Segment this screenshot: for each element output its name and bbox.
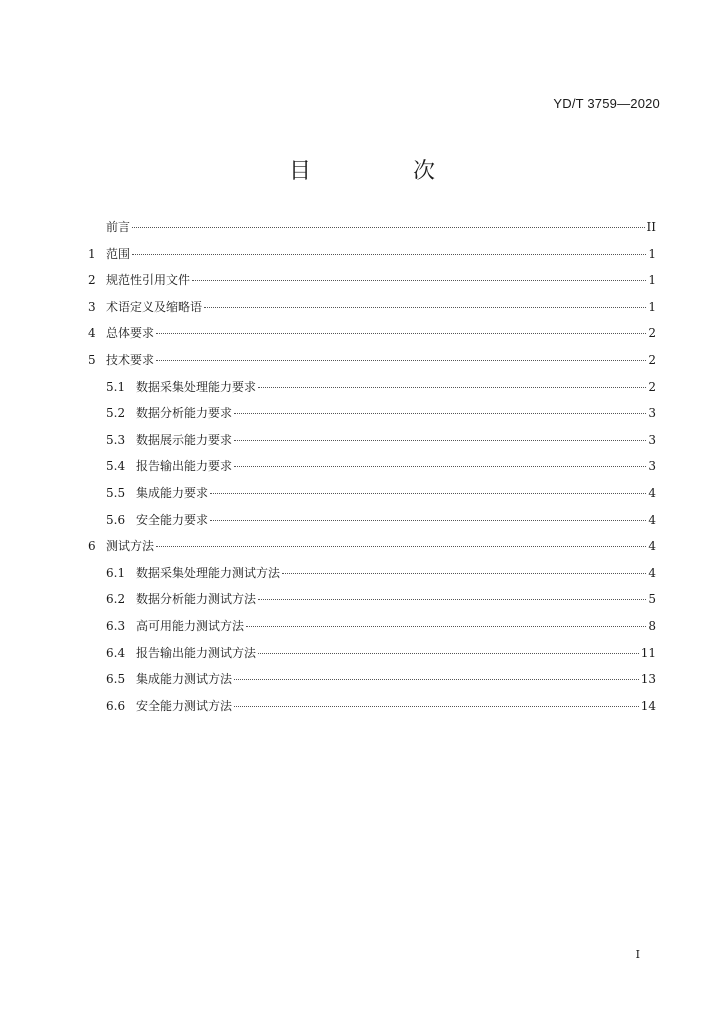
toc-entry-page: 2 [648, 352, 656, 367]
toc-entry-page: 2 [648, 379, 656, 394]
toc-entry-page: 8 [648, 618, 656, 633]
toc-entry-label: 术语定义及缩略语 [106, 299, 203, 314]
toc-entry-page: 14 [640, 698, 656, 713]
toc-entry-label: 报告输出能力测试方法 [136, 645, 257, 660]
toc-entry[interactable] [88, 218, 656, 245]
toc-entry[interactable] [88, 697, 656, 724]
toc-entry-label: 测试方法 [106, 539, 155, 554]
toc-dot-leader [210, 493, 646, 494]
toc-dot-leader [132, 227, 645, 228]
toc-entry-label: 数据展示能力要求 [136, 432, 233, 447]
toc-entry-label: 规范性引用文件 [106, 273, 191, 288]
toc-dot-leader [234, 706, 639, 707]
toc-dot-leader [156, 360, 646, 361]
toc-entry-number: 3 [88, 299, 96, 314]
toc-entry-label: 数据分析能力测试方法 [136, 592, 257, 607]
toc-entry-number: 6.3 [106, 618, 126, 633]
toc-entry-number: 6 [88, 539, 96, 554]
toc-entry-page: 4 [648, 485, 656, 500]
toc-entry-page: 2 [648, 326, 656, 341]
page-number: I [635, 948, 640, 961]
toc-entry-page: 1 [648, 246, 656, 261]
toc-entry-page: 13 [640, 672, 656, 687]
toc-entry-number: 6.6 [106, 698, 126, 713]
toc-dot-leader [156, 546, 646, 547]
toc-entry[interactable] [88, 617, 656, 644]
toc-entry[interactable] [88, 644, 656, 671]
toc-entry[interactable] [88, 245, 656, 272]
toc-entry[interactable] [88, 324, 656, 351]
toc-entry-label: 高可用能力测试方法 [136, 618, 245, 633]
toc-entry-page: 1 [648, 273, 656, 288]
toc-entry[interactable] [88, 590, 656, 617]
toc-dot-leader [234, 679, 639, 680]
toc-dot-leader [204, 307, 646, 308]
toc-entry-label: 集成能力要求 [136, 485, 209, 500]
toc-entry[interactable] [88, 537, 656, 564]
toc-dot-leader [282, 573, 646, 574]
toc-dot-leader [234, 440, 646, 441]
toc-entry-label: 技术要求 [106, 352, 155, 367]
toc-entry-page: 11 [640, 645, 656, 660]
toc-entry-number: 5.1 [106, 379, 126, 394]
toc-entry-page: 5 [648, 592, 656, 607]
toc-dot-leader [156, 333, 646, 334]
toc-entry-number: 5.5 [106, 485, 126, 500]
toc-entry[interactable] [88, 484, 656, 511]
table-of-contents [88, 218, 656, 723]
toc-entry-number: 5.6 [106, 512, 126, 527]
toc-entry-number: 5.2 [106, 406, 126, 421]
toc-entry-label: 数据采集处理能力要求 [136, 379, 257, 394]
toc-entry-label: 集成能力测试方法 [136, 672, 233, 687]
toc-entry[interactable] [88, 298, 656, 325]
toc-entry[interactable] [88, 670, 656, 697]
toc-entry-label: 安全能力要求 [136, 512, 209, 527]
toc-dot-leader [234, 413, 646, 414]
toc-entry-page: 3 [648, 406, 656, 421]
toc-entry[interactable] [88, 511, 656, 538]
toc-entry[interactable] [88, 404, 656, 431]
toc-entry-label: 数据采集处理能力测试方法 [136, 565, 281, 580]
toc-entry[interactable] [88, 351, 656, 378]
toc-dot-leader [258, 387, 646, 388]
toc-entry[interactable] [88, 431, 656, 458]
toc-entry-label: 数据分析能力要求 [136, 406, 233, 421]
toc-entry-page: 3 [648, 432, 656, 447]
toc-entry-number: 1 [88, 246, 96, 261]
toc-entry[interactable] [88, 378, 656, 405]
toc-dot-leader [258, 599, 646, 600]
toc-entry-label: 安全能力测试方法 [136, 698, 233, 713]
toc-entry-page: 4 [648, 512, 656, 527]
toc-dot-leader [234, 466, 646, 467]
toc-title: 目 次 [288, 159, 475, 184]
toc-entry-page: 4 [648, 565, 656, 580]
toc-entry-label: 前言 [106, 220, 131, 234]
toc-dot-leader [132, 254, 646, 255]
toc-entry-page: 3 [648, 459, 656, 474]
toc-entry-label: 报告输出能力要求 [136, 459, 233, 474]
toc-entry[interactable] [88, 564, 656, 591]
toc-entry-number: 5.3 [106, 432, 126, 447]
toc-entry[interactable] [88, 271, 656, 298]
toc-entry-page: 4 [648, 539, 656, 554]
toc-entry-number: 4 [88, 326, 96, 341]
toc-entry-number: 5.4 [106, 459, 126, 474]
toc-entry[interactable] [88, 457, 656, 484]
toc-entry-number: 6.2 [106, 592, 126, 607]
toc-entry-label: 范围 [106, 246, 131, 261]
toc-entry-page: 1 [648, 299, 656, 314]
toc-dot-leader [210, 520, 646, 521]
toc-entry-number: 6.1 [106, 565, 126, 580]
toc-entry-number: 2 [88, 273, 96, 288]
toc-dot-leader [192, 280, 646, 281]
toc-dot-leader [246, 626, 646, 627]
standard-code: YD/T 3759—2020 [553, 96, 660, 111]
toc-entry-number: 6.4 [106, 645, 126, 660]
toc-dot-leader [258, 653, 639, 654]
toc-entry-label: 总体要求 [106, 326, 155, 341]
toc-entry-page: II [646, 220, 656, 234]
toc-entry-number: 6.5 [106, 672, 126, 687]
toc-entry-number: 5 [88, 352, 96, 367]
